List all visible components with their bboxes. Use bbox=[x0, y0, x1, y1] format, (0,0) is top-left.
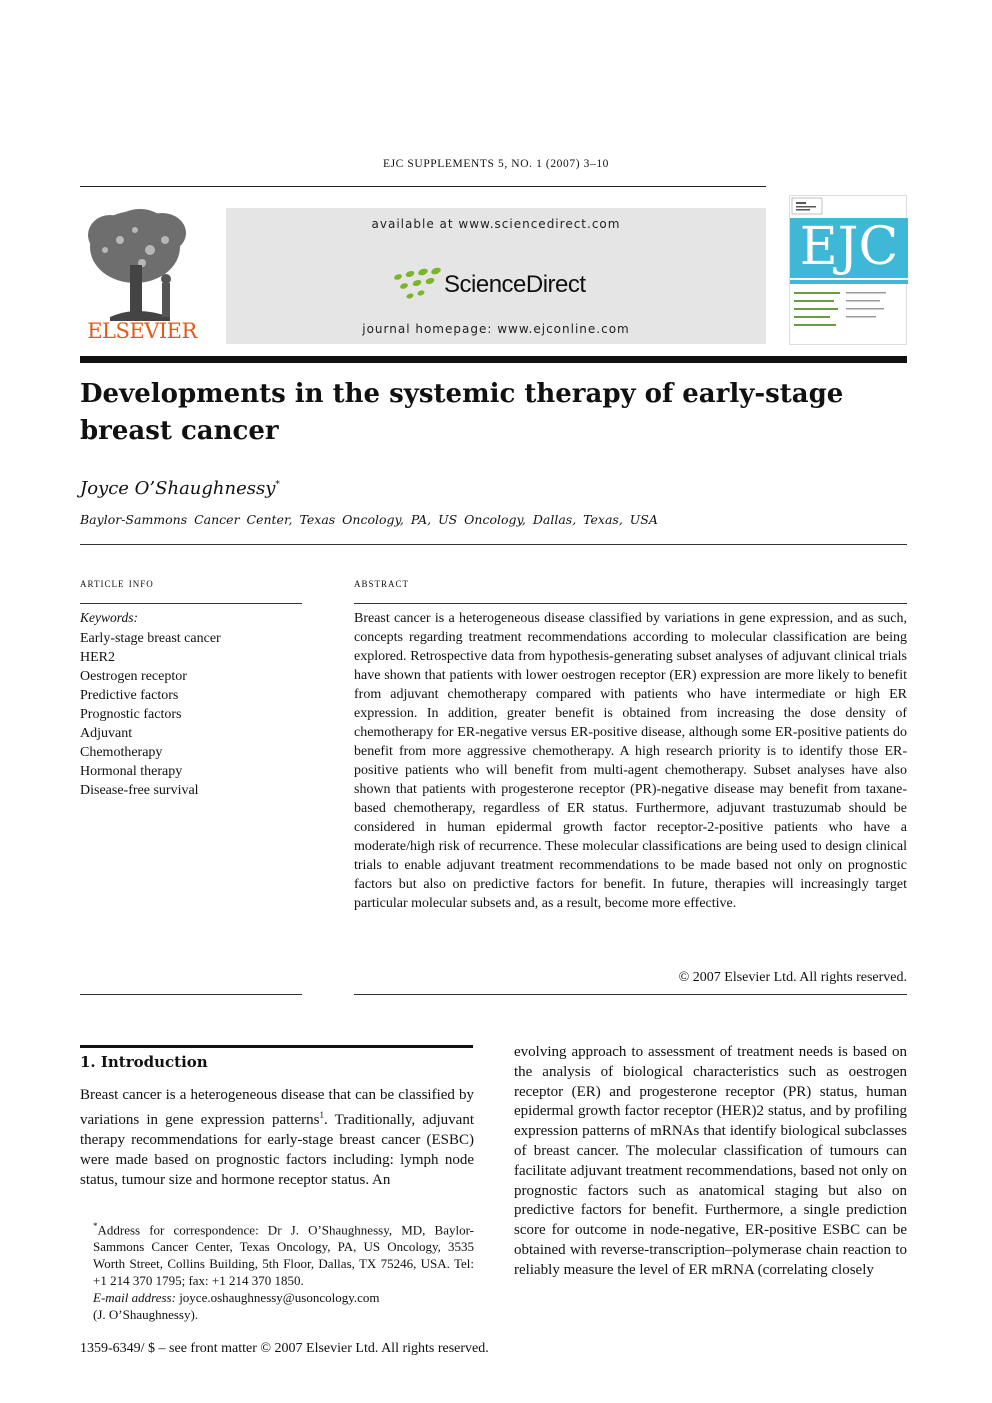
keyword-item: Oestrogen receptor bbox=[80, 669, 187, 684]
author-affiliation: Baylor-Sammons Cancer Center, Texas Oncology, PA, US Oncology, Dallas, Texas, USA bbox=[80, 512, 658, 527]
keyword-item: Disease-free survival bbox=[80, 783, 199, 798]
abstract-bottom-rule bbox=[354, 994, 907, 995]
correspondence-footnote bbox=[80, 1218, 474, 1323]
email-label: E-mail address: bbox=[93, 1290, 176, 1306]
keyword-item: Predictive factors bbox=[80, 688, 179, 703]
keyword-item: HER2 bbox=[80, 650, 115, 665]
keyword-item: Hormonal therapy bbox=[80, 764, 183, 779]
sciencedirect-brand: ScienceDirect bbox=[444, 271, 586, 298]
keywords-label: Keywords: bbox=[80, 610, 138, 625]
available-at-link[interactable]: available at www.sciencedirect.com bbox=[371, 217, 621, 231]
abstract-copyright: © 2007 Elsevier Ltd. All rights reserved. bbox=[678, 970, 907, 985]
section-heading-introduction: 1. Introduction bbox=[80, 1053, 208, 1071]
elsevier-wordmark: ELSEVIER bbox=[87, 319, 197, 343]
affiliation-rule bbox=[80, 544, 907, 545]
body-text-left bbox=[80, 1085, 474, 1190]
issn-footer: 1359-6349/ $ – see front matter © 2007 Elsevier Ltd. All rights reserved. bbox=[80, 1341, 489, 1356]
intro-text-part-a: Breast cancer is a heterogeneous disease that can be classified by variations in gene expression patterns bbox=[80, 1087, 474, 1128]
abstract-rule bbox=[354, 603, 907, 604]
email-owner: (J. O’Shaughnessy). bbox=[93, 1307, 199, 1323]
journal-cover bbox=[789, 195, 907, 345]
body-text-right: evolving approach to assessment of treatment needs is based on the analysis of biological characteristics such as oestrogen receptor (ER) and progesterone receptor (PR) status, human epidermal growth factor receptor (HER)2 status, and by profiling expression patterns of mRNAs that identify biological subclasses of breast cancer. The molecular classification of tumours can facilitate adjuvant treatment recommendations, based not only on prognostic factors such as anatomical staging but also on predictive factors for benefit. Furthermore, a single prediction score for outcome in node-negative, ER-positive ESBC can be obtained with reverse-transcription–polymerase chain reaction to reliably measure the level of ER mRNA (correlating closely bbox=[514, 1044, 907, 1278]
keyword-item: Adjuvant bbox=[80, 726, 133, 741]
footnote-mark: * bbox=[93, 1221, 98, 1231]
abstract-text: Breast cancer is a heterogeneous disease classified by variations in gene expression, and as such, concepts regarding treatment recommendations according to molecular classification are being explored. Retrospective data from hypothesis-generating subset analyses of adjuvant clinical trials have shown that patients with lower oestrogen receptor (ER) expression are more likely to benefit from adjuvant chemotherapy compared with patients who have intermediate or high ER expression. In addition, greater benefit is obtained from increasing the dose density of chemotherapy for ER-negative versus ER-positive disease, although some ER-positive patients do benefit from more aggressive chemotherapy. A high research priority is to identify those ER-positive patients who will benefit from multi-agent chemotherapy. Subset analyses have also shown that patients with progesterone receptor (PR)-negative disease may benefit from taxane-based chemotherapy, regardless of ER status. Furthermore, adjuvant trastuzumab should be considered in human epidermal growth factor receptor-2-positive patients who have a moderate/high risk of recurrence. These molecular classifications are being used to design clinical trials to enable adjuvant treatment recommendations to be made based not only on prognostic factors but also on predictive factors for benefit. In future, therapies will increasingly target particular molecular subsets and, as a result, become more effective. bbox=[354, 611, 907, 911]
abstract-heading: abstract bbox=[354, 575, 410, 590]
intro-text-part-b: . Traditionally, adjuvant therapy recommendations for early-stage breast cancer (ESBC) were made based on prognostic factors including: lymph node status, tumour size and hormone receptor status. An bbox=[80, 1112, 474, 1188]
correspondence-address: Address for correspondence: Dr J. O’Shaughnessy, MD, Baylor-Sammons Cancer Center, Texas Oncology, PA, US Oncology, 3535 Worth Street, Collins Building, 5th Floor, Dallas, TX 75246, USA. Tel: +1 214 370 1795; fax: +1 214 370 1850. bbox=[93, 1222, 474, 1289]
journal-homepage-link[interactable]: journal homepage: www.ejconline.com bbox=[362, 322, 630, 336]
cover-title: EJC bbox=[799, 217, 899, 277]
section-rule bbox=[80, 1045, 473, 1048]
article-title: Developments in the systemic therapy of early-stage breast cancer bbox=[80, 379, 844, 446]
article-info-bottom-rule bbox=[80, 994, 302, 995]
sciencedirect-dots-icon bbox=[390, 266, 446, 306]
citation-ref[interactable]: 1 bbox=[319, 1110, 324, 1120]
masthead-rule bbox=[80, 356, 907, 363]
keyword-item: Prognostic factors bbox=[80, 707, 182, 722]
article-info-heading: article info bbox=[80, 575, 154, 590]
article-info-rule bbox=[80, 603, 302, 604]
email-link[interactable]: joyce.oshaughnessy@usoncology.com bbox=[179, 1290, 380, 1306]
running-head: EJC SUPPLEMENTS 5, NO. 1 (2007) 3–10 bbox=[382, 158, 610, 170]
author-name bbox=[80, 478, 280, 499]
elsevier-logo bbox=[80, 205, 204, 345]
keywords-list bbox=[80, 629, 221, 800]
author-name-text: Joyce O’Shaughnessy bbox=[80, 478, 276, 499]
header-rule bbox=[80, 186, 766, 187]
keyword-item: Early-stage breast cancer bbox=[80, 631, 221, 646]
author-footnote-mark[interactable]: * bbox=[275, 480, 280, 490]
keyword-item: Chemotherapy bbox=[80, 745, 163, 760]
